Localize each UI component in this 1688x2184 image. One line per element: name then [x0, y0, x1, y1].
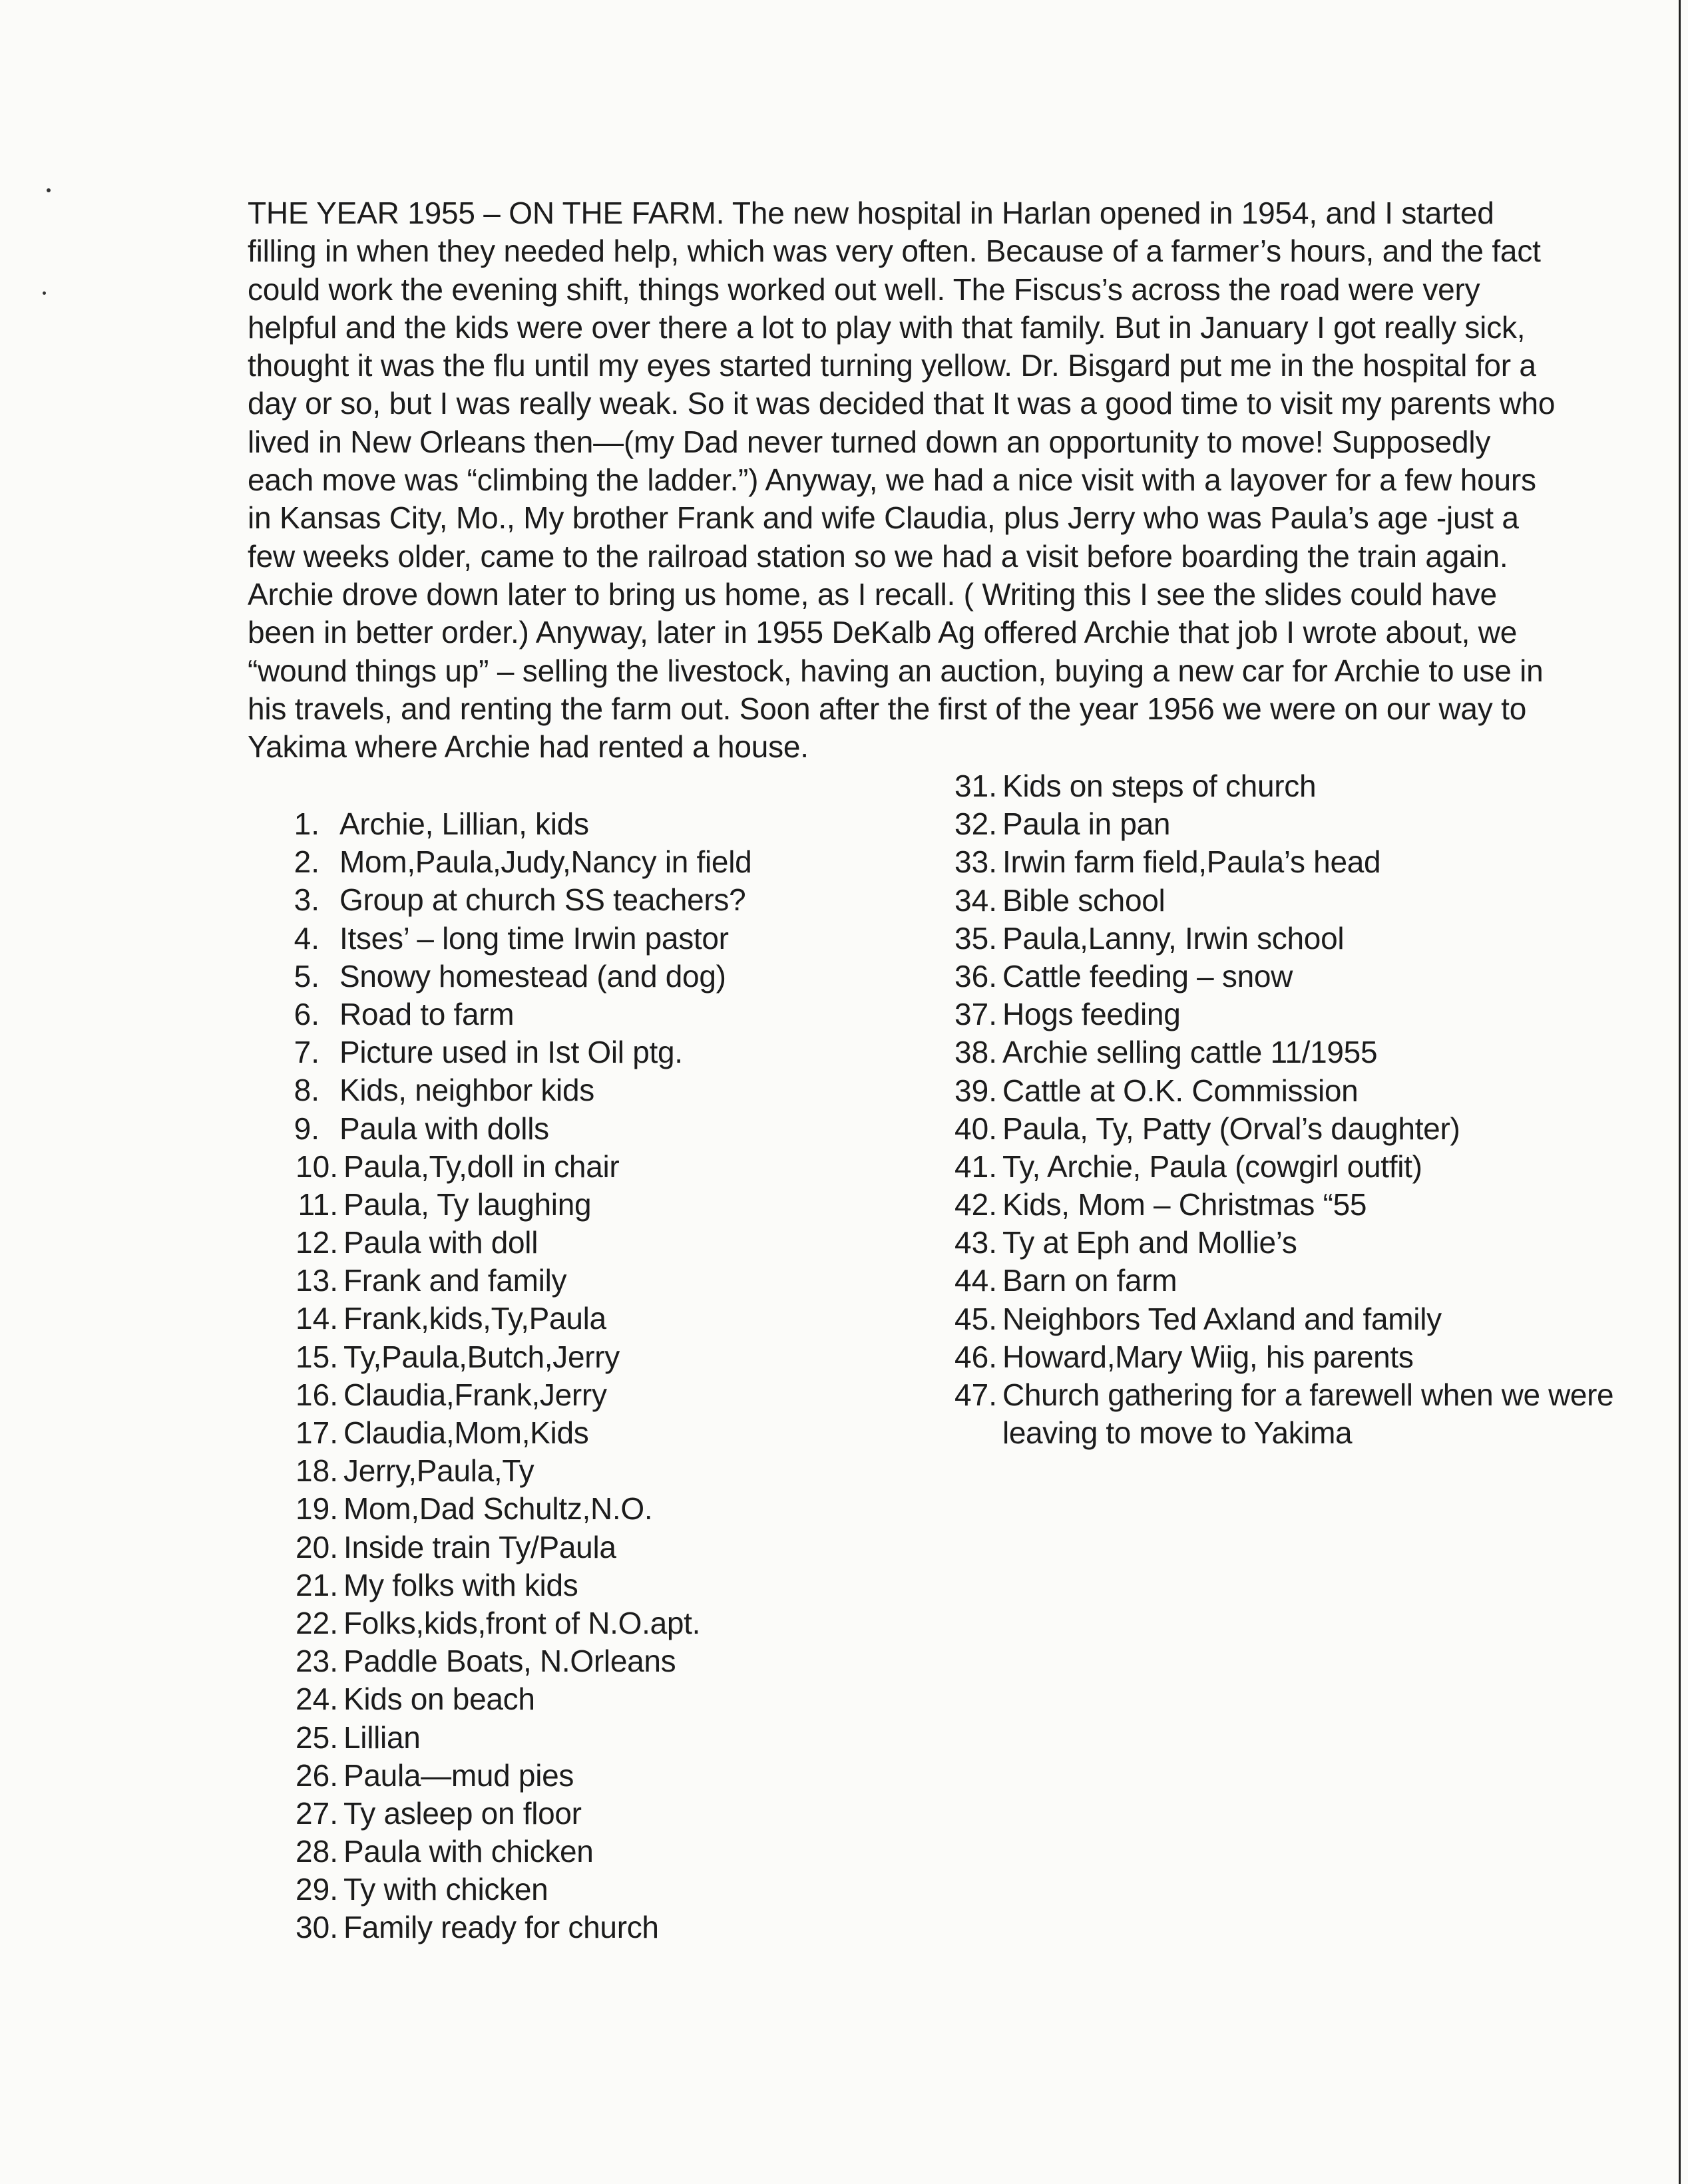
item-text: Church gathering for a farewell when we were leaving to move to Yakima	[1002, 1377, 1614, 1451]
item-text: Neighbors Ted Axland and family	[1002, 1301, 1442, 1336]
item-number: 37.	[954, 997, 997, 1032]
intro-line: been in better order.) Anyway, later in 1955 DeKalb Ag offered Archie that job I wrote about, we	[248, 615, 1518, 650]
item-number: 10.	[296, 1149, 338, 1184]
list-item	[286, 1452, 919, 1490]
item-number: 36.	[954, 958, 997, 994]
item-text: Paddle Boats, N.Orleans	[343, 1644, 676, 1679]
intro-paragraph	[248, 194, 1679, 767]
list-item	[286, 1186, 919, 1224]
item-number: 39.	[954, 1073, 997, 1108]
item-text: Ty, Archie, Paula (cowgirl outfit)	[1002, 1149, 1422, 1184]
intro-line: Yakima where Archie had rented a house.	[248, 729, 809, 765]
list-item	[286, 1148, 919, 1186]
item-number: 17.	[296, 1415, 338, 1450]
item-text: Frank,kids,Ty,Paula	[343, 1301, 606, 1336]
list-item	[945, 1148, 1679, 1186]
list-item	[286, 1490, 919, 1528]
list-item	[286, 1757, 919, 1795]
intro-line: in Kansas City, Mo., My brother Frank and wife Claudia, plus Jerry who was Paula’s age -just a	[248, 500, 1519, 536]
list-item	[286, 1566, 919, 1604]
list-item	[945, 920, 1679, 958]
item-number: 23.	[296, 1644, 338, 1679]
item-text: Claudia,Mom,Kids	[343, 1415, 589, 1450]
item-text: Howard,Mary Wiig, his parents	[1002, 1339, 1414, 1374]
list-item	[286, 1642, 919, 1680]
item-number: 15.	[296, 1339, 338, 1374]
list-item	[286, 1224, 919, 1262]
list-item	[945, 767, 1679, 805]
item-number: 1.	[294, 807, 319, 841]
item-number: 20.	[296, 1529, 338, 1564]
item-text: Paula with chicken	[343, 1834, 594, 1869]
item-number: 40.	[954, 1111, 997, 1146]
list-item	[945, 805, 1679, 843]
item-number: 2.	[294, 844, 319, 880]
item-number: 24.	[296, 1682, 338, 1717]
item-text: Ty,Paula,Butch,Jerry	[343, 1339, 620, 1374]
list-item	[286, 1338, 919, 1376]
item-text: Kids, neighbor kids	[339, 1073, 594, 1108]
item-number: 33.	[954, 844, 997, 880]
item-number: 13.	[296, 1263, 338, 1298]
list-item	[945, 996, 1679, 1033]
list-item	[286, 1110, 919, 1148]
item-number: 21.	[296, 1567, 338, 1602]
list-item	[286, 805, 919, 843]
list-item	[945, 1376, 1679, 1452]
list-item	[945, 958, 1679, 996]
intro-line: few weeks older, came to the railroad station so we had a visit before boarding the train again.	[248, 538, 1508, 574]
item-number: 11.	[298, 1186, 338, 1222]
item-text: Bible school	[1002, 882, 1165, 918]
list-item	[286, 1680, 919, 1718]
list-item	[945, 1033, 1679, 1071]
item-text: Claudia,Frank,Jerry	[343, 1377, 607, 1412]
list-item	[286, 1033, 919, 1071]
item-text: Lillian	[343, 1720, 421, 1755]
item-text: Hogs feeding	[1002, 997, 1181, 1032]
item-text: Road to farm	[339, 996, 515, 1031]
list-item	[286, 1300, 919, 1338]
list-item	[286, 1604, 919, 1642]
item-number: 43.	[954, 1225, 997, 1260]
list-item	[286, 958, 919, 996]
intro-line: THE YEAR 1955 – ON THE FARM. The new hospital in Harlan opened in 1954, and I started	[248, 196, 1494, 230]
slide-list-right	[945, 767, 1679, 1452]
item-text: Irwin farm field,Paula’s head	[1002, 844, 1381, 880]
list-item	[286, 881, 919, 919]
item-text: Family ready for church	[343, 1910, 659, 1945]
item-text: Folks,kids,front of N.O.apt.	[343, 1605, 701, 1640]
item-number: 41.	[954, 1149, 997, 1184]
item-number: 45.	[954, 1301, 997, 1336]
item-text: Group at church SS teachers?	[339, 882, 746, 918]
list-item	[286, 1871, 919, 1909]
item-text: Kids on steps of church	[1002, 769, 1317, 803]
item-number: 25.	[296, 1720, 338, 1755]
item-number: 7.	[294, 1035, 319, 1070]
intro-line: could work the evening shift, things worked out well. The Fiscus’s across the road were very	[248, 272, 1480, 307]
item-number: 16.	[296, 1377, 338, 1412]
list-item	[945, 1300, 1679, 1338]
item-number: 14.	[296, 1301, 338, 1336]
intro-line: day or so, but I was really weak. So it was decided that It was a good time to visit my parents who	[248, 386, 1556, 421]
item-number: 6.	[294, 996, 319, 1031]
list-item	[945, 1072, 1679, 1110]
item-number: 29.	[296, 1872, 338, 1907]
item-text: Picture used in Ist Oil ptg.	[339, 1035, 683, 1070]
list-item	[286, 1529, 919, 1566]
item-number: 5.	[294, 958, 319, 994]
item-text: Barn on farm	[1002, 1263, 1177, 1298]
item-text: Paula,Ty,doll in chair	[343, 1149, 620, 1184]
list-item	[945, 1110, 1679, 1148]
page-edge-shadow	[1679, 0, 1681, 2184]
item-text: Paula with dolls	[339, 1111, 549, 1146]
list-item	[945, 843, 1679, 881]
item-text: Snowy homestead (and dog)	[339, 958, 726, 994]
item-number: 44.	[954, 1263, 997, 1298]
list-item	[945, 1186, 1679, 1224]
item-text: Paula—mud pies	[343, 1757, 574, 1793]
item-number: 30.	[296, 1910, 338, 1945]
slide-list-left	[286, 805, 919, 1947]
scan-speck	[47, 188, 51, 192]
list-item	[286, 1071, 919, 1109]
item-text: My folks with kids	[343, 1567, 578, 1602]
intro-line: filling in when they needed help, which was very often. Because of a farmer’s hours, and the fact	[248, 234, 1541, 269]
list-item	[945, 1262, 1679, 1300]
item-number: 19.	[296, 1491, 338, 1527]
item-text: Ty with chicken	[343, 1872, 548, 1907]
list-item	[286, 920, 919, 958]
item-text: Kids on beach	[343, 1682, 535, 1717]
item-text: Frank and family	[343, 1263, 567, 1298]
item-number: 46.	[954, 1339, 997, 1374]
item-text: Cattle at O.K. Commission	[1002, 1073, 1359, 1108]
item-text: Paula with doll	[343, 1225, 538, 1260]
intro-line: helpful and the kids were over there a lot to play with that family. But in January I got really sick,	[248, 309, 1526, 345]
list-item	[945, 1338, 1679, 1376]
item-number: 27.	[296, 1795, 338, 1831]
item-text: Mom,Paula,Judy,Nancy in field	[339, 844, 752, 880]
list-item	[286, 1833, 919, 1871]
item-number: 26.	[296, 1757, 338, 1793]
list-item	[286, 1909, 919, 1946]
item-number: 18.	[296, 1453, 338, 1489]
list-item	[945, 882, 1679, 920]
list-item	[286, 1262, 919, 1300]
intro-line: “wound things up” – selling the livestock, having an auction, buying a new car for Archie to use in	[248, 653, 1544, 688]
item-number: 32.	[954, 807, 997, 842]
item-text: Itses’ – long time Irwin pastor	[339, 920, 729, 956]
list-item	[286, 996, 919, 1033]
item-text: Paula, Ty, Patty (Orval’s daughter)	[1002, 1111, 1460, 1146]
item-number: 3.	[294, 882, 319, 918]
item-number: 28.	[296, 1834, 338, 1869]
intro-line: lived in New Orleans then—(my Dad never turned down an opportunity to move! Supposedly	[248, 424, 1491, 459]
item-number: 35.	[954, 920, 997, 956]
item-text: Archie selling cattle 11/1955	[1002, 1035, 1378, 1070]
item-number: 34.	[954, 882, 997, 918]
item-number: 22.	[296, 1605, 338, 1640]
list-item	[286, 1376, 919, 1414]
item-number: 31.	[954, 769, 997, 803]
intro-line: his travels, and renting the farm out. Soon after the first of the year 1956 we were on our way to	[248, 691, 1527, 726]
intro-line: Archie drove down later to bring us home, as I recall. ( Writing this I see the slides could have	[248, 576, 1497, 612]
item-text: Ty at Eph and Mollie’s	[1002, 1225, 1297, 1260]
item-number: 42.	[954, 1187, 997, 1222]
item-text: Kids, Mom – Christmas “55	[1002, 1187, 1367, 1222]
item-text: Paula in pan	[1002, 807, 1171, 842]
item-text: Inside train Ty/Paula	[343, 1529, 616, 1564]
list-item	[286, 1795, 919, 1833]
item-text: Mom,Dad Schultz,N.O.	[343, 1491, 653, 1527]
item-number: 4.	[294, 920, 319, 956]
list-item	[286, 1414, 919, 1452]
item-text: Paula, Ty laughing	[343, 1186, 592, 1222]
item-text: Cattle feeding – snow	[1002, 958, 1293, 994]
item-text: Ty asleep on floor	[343, 1795, 582, 1831]
item-number: 9.	[294, 1111, 319, 1146]
item-text: Jerry,Paula,Ty	[343, 1453, 534, 1489]
intro-line: thought it was the flu until my eyes started turning yellow. Dr. Bisgard put me in the hospital for a	[248, 348, 1536, 383]
item-text: Paula,Lanny, Irwin school	[1002, 920, 1345, 956]
list-item	[286, 843, 919, 881]
item-number: 12.	[296, 1225, 338, 1260]
scan-speck	[43, 291, 46, 295]
item-number: 8.	[294, 1073, 319, 1108]
intro-line: each move was “climbing the ladder.”) Anyway, we had a nice visit with a layover for a few hours	[248, 462, 1536, 498]
item-number: 38.	[954, 1035, 997, 1070]
item-text: Archie, Lillian, kids	[339, 807, 589, 841]
list-item	[286, 1719, 919, 1757]
list-item	[945, 1224, 1679, 1262]
item-number: 47.	[954, 1377, 997, 1412]
